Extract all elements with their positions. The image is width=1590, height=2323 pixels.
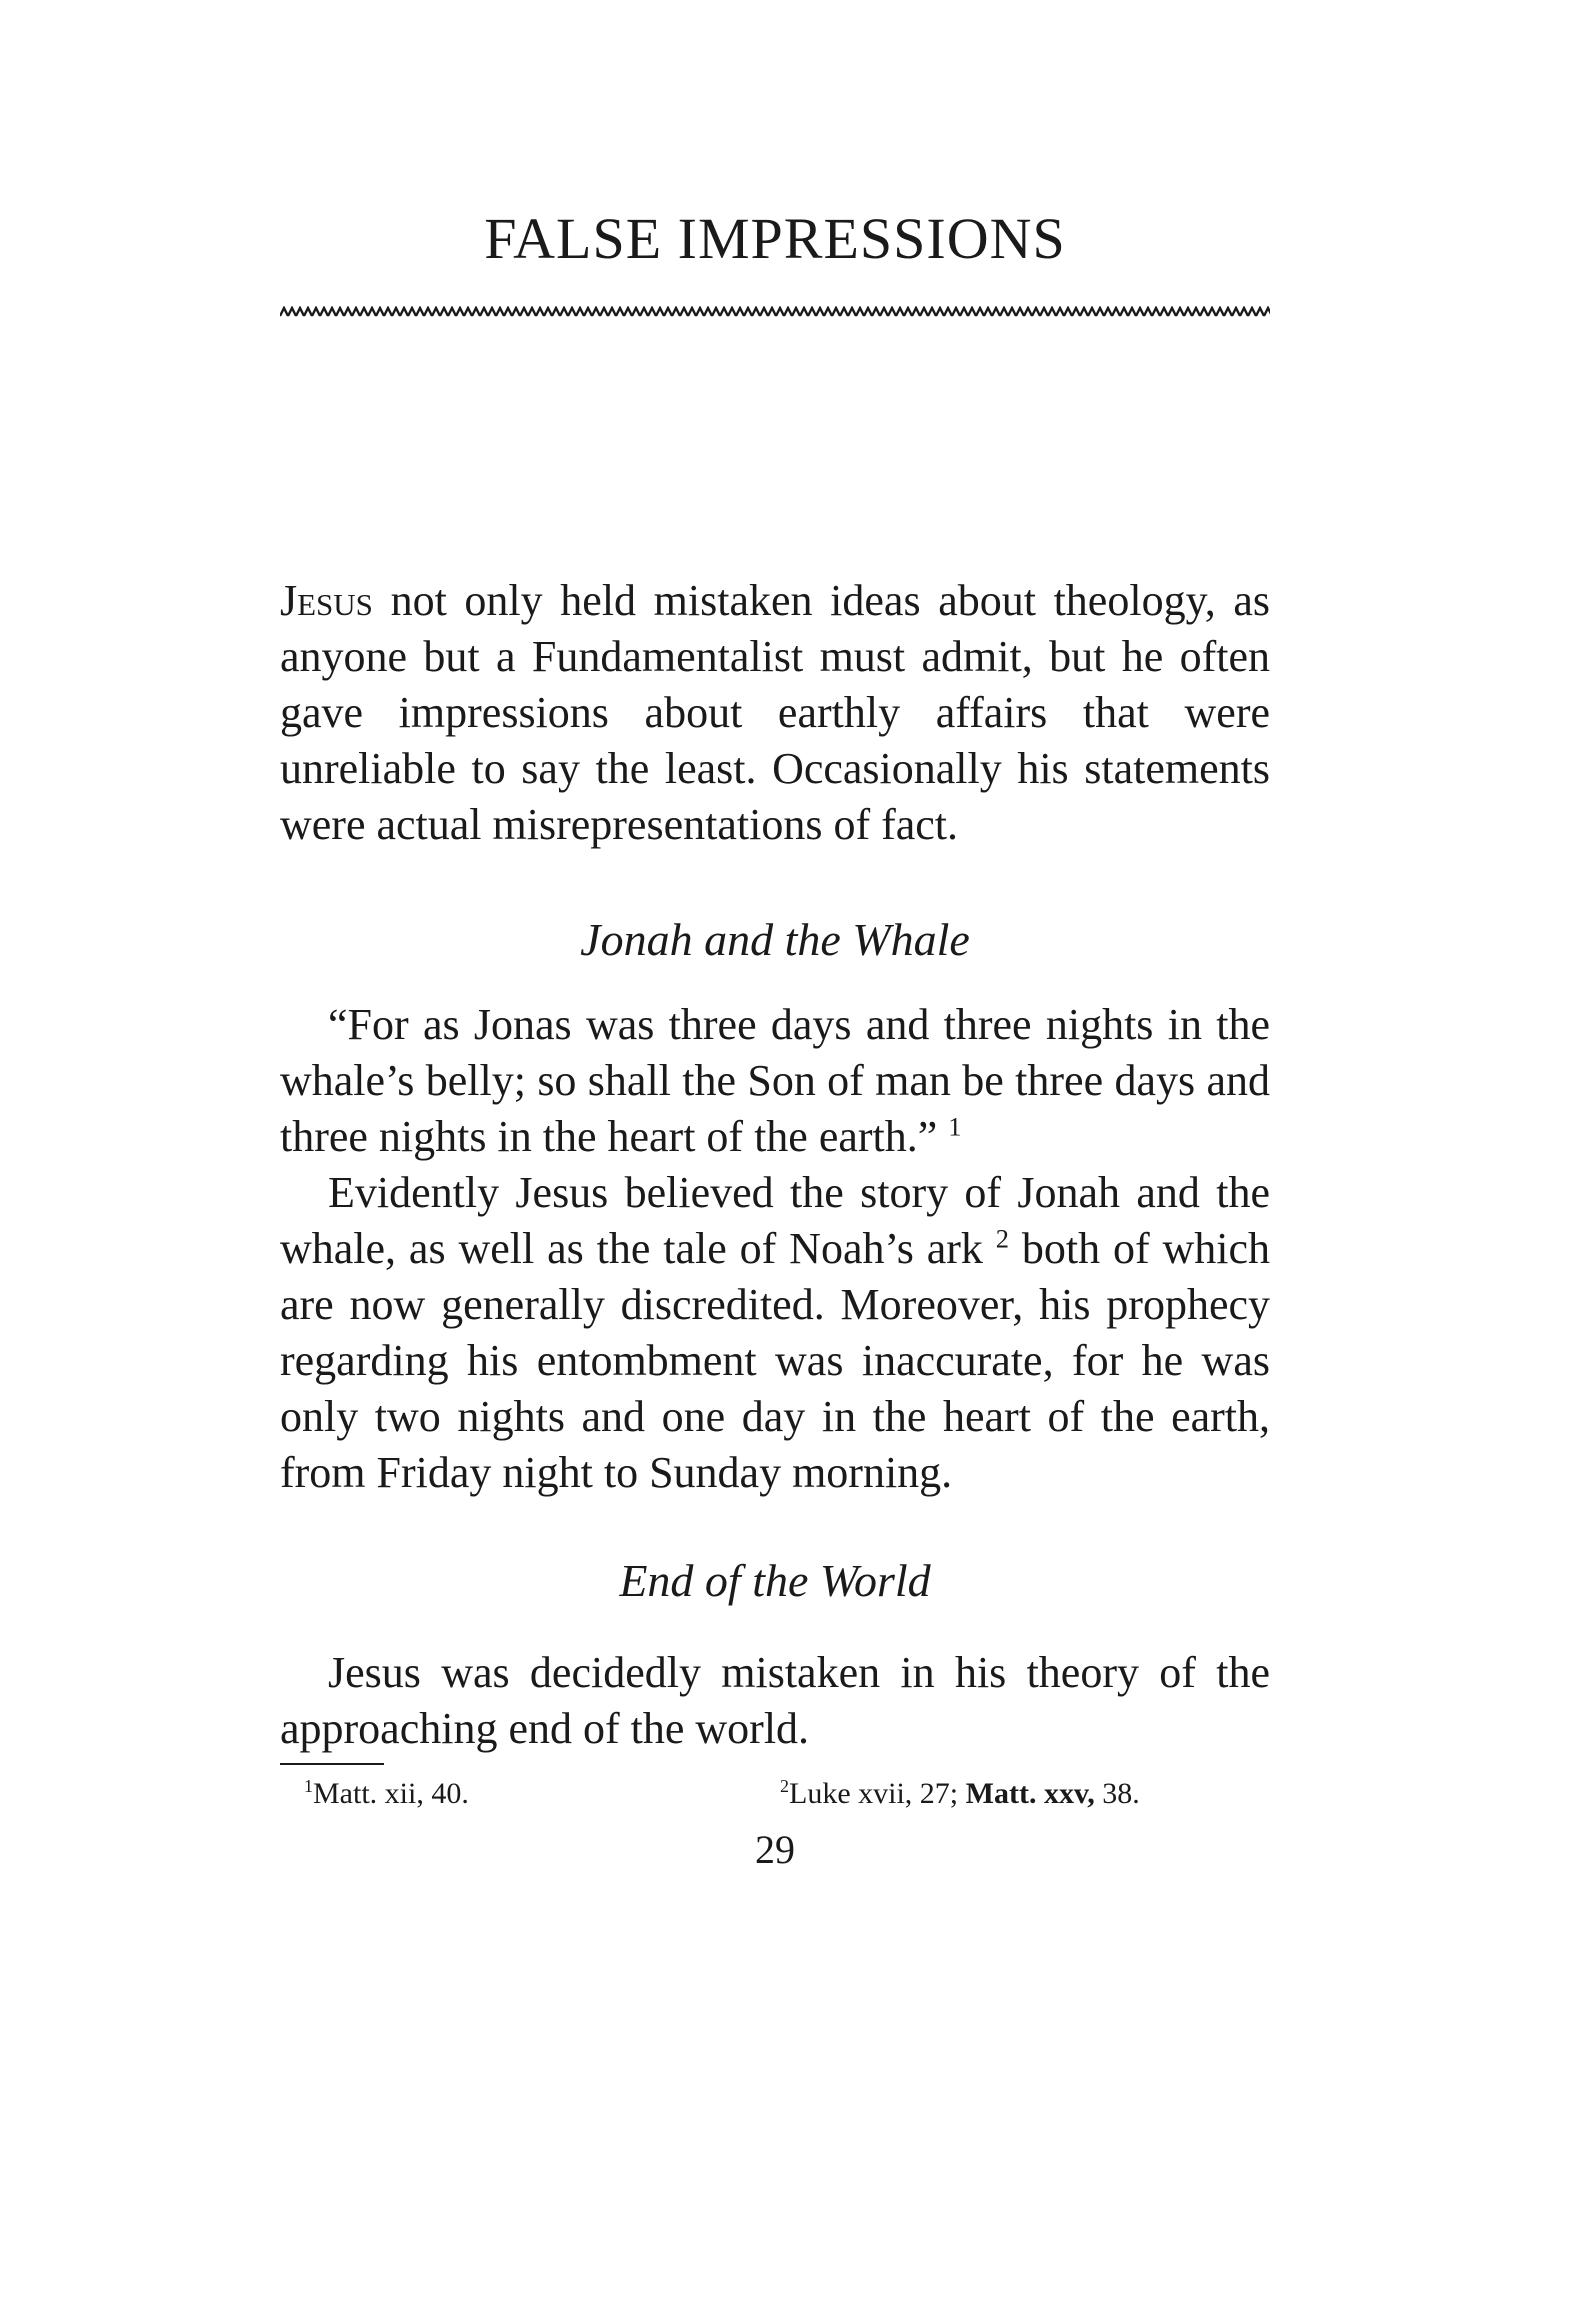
footnote-1-mark: 1 [304, 1776, 313, 1796]
intro-text: not only held mistaken ideas about theology, as anyone but a Fundamentalist must admit, but he often gave impressions about earthly affairs that were unreliable to say the least. Occasionally his statements were actual misrepresentations of fact. [280, 576, 1270, 849]
jonah-body-text-b: both of which are now generally discredited. Moreover, his prophecy regarding his entombment was inaccurate, for he was only two nights and one day in the heart of the earth, from Friday night to Sunday morning. [280, 1224, 1271, 1497]
intro-lead-word: Jesus [280, 576, 373, 625]
footnote-ref-1: 1 [948, 1111, 962, 1142]
section-heading-jonah: Jonah and the Whale [580, 914, 970, 965]
jonah-body-paragraph [280, 1165, 1270, 1501]
footnote-divider [280, 1763, 384, 1765]
footnote-ref-2: 2 [995, 1223, 1009, 1254]
footnote-2-mark: 2 [780, 1776, 789, 1796]
jonah-section [280, 997, 1270, 1501]
end-world-section [280, 1645, 1270, 1757]
chapter-title: FALSE IMPRESSIONS [484, 206, 1066, 271]
footnote-2-text-b: Matt. xxv, [965, 1777, 1095, 1810]
footnote-2-text-a: Luke xvii, 27; [789, 1777, 966, 1810]
footnote-2-text-c: 38. [1094, 1777, 1140, 1810]
intro-paragraph [280, 573, 1270, 853]
title-ornamental-rule [280, 306, 1270, 318]
jonah-quote-text: “For as Jonas was three days and three nights in the whale’s belly; so shall the Son of man be three days and three nights in the heart of the earth.” [280, 1000, 1270, 1161]
footnote-2 [780, 1776, 1140, 1810]
section-heading-end-world: End of the World [619, 1555, 931, 1606]
end-world-paragraph: Jesus was decidedly mistaken in his theory of the approaching end of the world. [280, 1648, 1270, 1753]
page-number: 29 [755, 1827, 795, 1872]
jonah-body-text-a: Evidently Jesus believed the story of Jonah and the whale, as well as the tale of Noah’s ark [280, 1168, 1270, 1273]
footnote-1-text: Matt. xii, 40. [313, 1777, 469, 1810]
footnote-1 [304, 1776, 469, 1810]
jonah-quote-paragraph [280, 997, 1270, 1165]
